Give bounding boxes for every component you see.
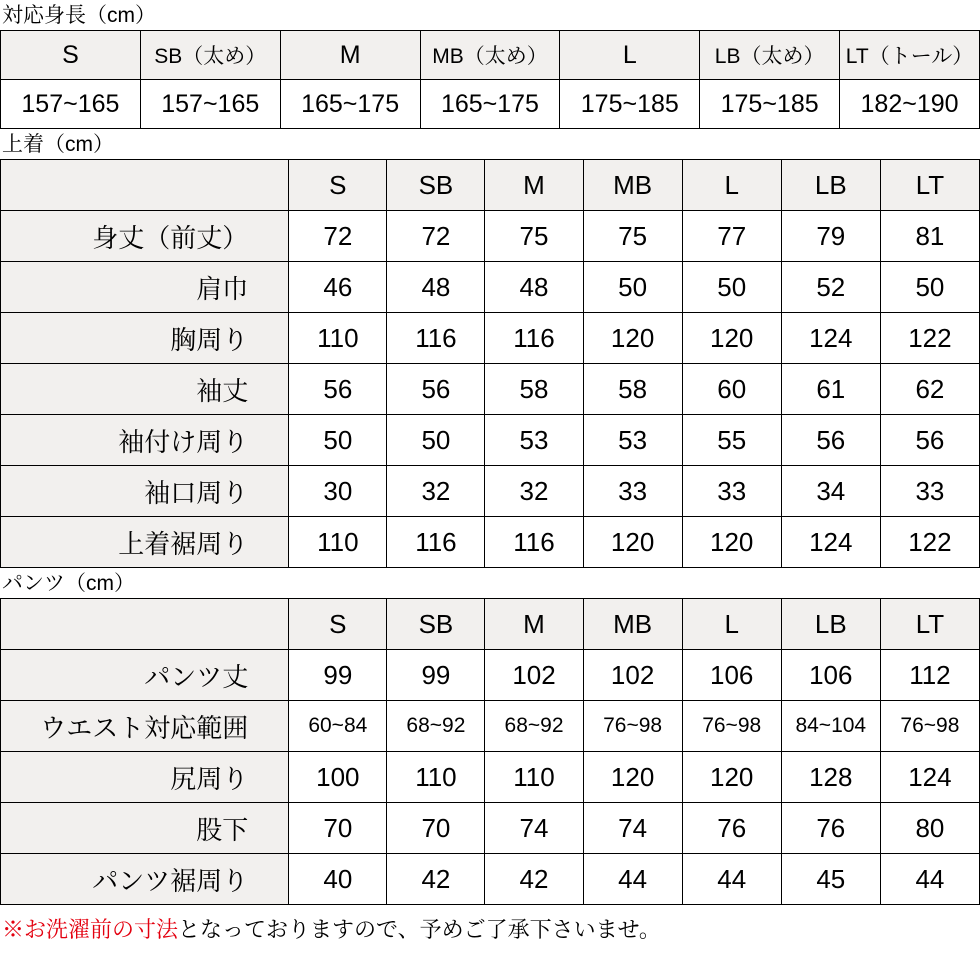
jacket-cell: 122 bbox=[880, 517, 979, 568]
jacket-cell: 61 bbox=[781, 364, 880, 415]
table-row-height-values bbox=[1, 80, 980, 129]
jacket-cell: 124 bbox=[781, 517, 880, 568]
pants-col-header: LT bbox=[880, 599, 979, 650]
pants-row-label: パンツ裾周り bbox=[1, 854, 289, 905]
jacket-corner-cell bbox=[1, 160, 289, 211]
jacket-cell: 56 bbox=[289, 364, 387, 415]
pants-cell: 100 bbox=[289, 752, 387, 803]
pants-cell: 102 bbox=[485, 650, 583, 701]
jacket-row-label: 袖丈 bbox=[1, 364, 289, 415]
height-range-value: 175~185 bbox=[700, 80, 840, 129]
jacket-cell: 33 bbox=[583, 466, 682, 517]
jacket-cell: 72 bbox=[289, 211, 387, 262]
pants-cell: 84~104 bbox=[781, 701, 880, 752]
pants-row-label: ウエスト対応範囲 bbox=[1, 701, 289, 752]
jacket-cell: 55 bbox=[682, 415, 781, 466]
jacket-cell: 52 bbox=[781, 262, 880, 313]
jacket-table bbox=[0, 159, 980, 568]
pants-corner-cell bbox=[1, 599, 289, 650]
table-row bbox=[1, 517, 980, 568]
jacket-row-label: 上着裾周り bbox=[1, 517, 289, 568]
footnote bbox=[0, 905, 980, 944]
jacket-cell: 122 bbox=[880, 313, 979, 364]
jacket-cell: 120 bbox=[583, 517, 682, 568]
pants-cell: 120 bbox=[682, 752, 781, 803]
height-table-caption: 対応身長（cm） bbox=[2, 4, 156, 27]
pants-cell: 106 bbox=[781, 650, 880, 701]
pants-table bbox=[0, 598, 980, 905]
pants-cell: 112 bbox=[880, 650, 979, 701]
jacket-cell: 120 bbox=[682, 517, 781, 568]
jacket-cell: 120 bbox=[583, 313, 682, 364]
jacket-cell: 77 bbox=[682, 211, 781, 262]
height-size-header: SB（太め） bbox=[140, 31, 280, 80]
jacket-cell: 50 bbox=[289, 415, 387, 466]
pants-cell: 120 bbox=[583, 752, 682, 803]
jacket-cell: 72 bbox=[387, 211, 485, 262]
pants-col-header: M bbox=[485, 599, 583, 650]
jacket-cell: 110 bbox=[289, 313, 387, 364]
jacket-cell: 81 bbox=[880, 211, 979, 262]
pants-cell: 44 bbox=[583, 854, 682, 905]
height-size-header: MB（太め） bbox=[420, 31, 560, 80]
height-size-header: M bbox=[280, 31, 420, 80]
jacket-cell: 60 bbox=[682, 364, 781, 415]
pants-cell: 68~92 bbox=[485, 701, 583, 752]
pants-cell: 45 bbox=[781, 854, 880, 905]
pants-table-caption: パンツ（cm） bbox=[2, 572, 135, 595]
jacket-cell: 50 bbox=[682, 262, 781, 313]
height-size-header: LB（太め） bbox=[700, 31, 840, 80]
jacket-col-header: L bbox=[682, 160, 781, 211]
height-table bbox=[0, 30, 980, 129]
table-row bbox=[1, 803, 980, 854]
table-row bbox=[1, 701, 980, 752]
pants-col-header: S bbox=[289, 599, 387, 650]
jacket-cell: 110 bbox=[289, 517, 387, 568]
jacket-cell: 32 bbox=[485, 466, 583, 517]
pants-cell: 76~98 bbox=[583, 701, 682, 752]
jacket-cell: 33 bbox=[880, 466, 979, 517]
jacket-cell: 50 bbox=[880, 262, 979, 313]
height-size-header: S bbox=[1, 31, 141, 80]
pants-cell: 42 bbox=[485, 854, 583, 905]
table-row bbox=[1, 650, 980, 701]
pants-cell: 74 bbox=[583, 803, 682, 854]
pants-cell: 110 bbox=[485, 752, 583, 803]
jacket-cell: 75 bbox=[485, 211, 583, 262]
pants-cell: 74 bbox=[485, 803, 583, 854]
jacket-cell: 124 bbox=[781, 313, 880, 364]
jacket-table-caption: 上着（cm） bbox=[2, 133, 114, 156]
height-range-value: 165~175 bbox=[280, 80, 420, 129]
height-size-header: L bbox=[560, 31, 700, 80]
table-row-height-headers bbox=[1, 31, 980, 80]
jacket-cell: 30 bbox=[289, 466, 387, 517]
table-row bbox=[1, 466, 980, 517]
jacket-col-header: LB bbox=[781, 160, 880, 211]
jacket-cell: 53 bbox=[485, 415, 583, 466]
table-row bbox=[1, 313, 980, 364]
jacket-col-header: M bbox=[485, 160, 583, 211]
jacket-cell: 120 bbox=[682, 313, 781, 364]
table-row bbox=[1, 415, 980, 466]
jacket-row-label: 袖口周り bbox=[1, 466, 289, 517]
jacket-cell: 56 bbox=[387, 364, 485, 415]
height-range-value: 157~165 bbox=[140, 80, 280, 129]
pants-cell: 42 bbox=[387, 854, 485, 905]
height-range-value: 157~165 bbox=[1, 80, 141, 129]
jacket-cell: 56 bbox=[880, 415, 979, 466]
jacket-row-label: 袖付け周り bbox=[1, 415, 289, 466]
pants-cell: 124 bbox=[880, 752, 979, 803]
jacket-row-label: 肩巾 bbox=[1, 262, 289, 313]
pants-cell: 99 bbox=[387, 650, 485, 701]
jacket-cell: 46 bbox=[289, 262, 387, 313]
pants-cell: 44 bbox=[880, 854, 979, 905]
jacket-row-label: 身丈（前丈） bbox=[1, 211, 289, 262]
table-row bbox=[1, 752, 980, 803]
jacket-col-header: S bbox=[289, 160, 387, 211]
pants-cell: 68~92 bbox=[387, 701, 485, 752]
pants-col-header: SB bbox=[387, 599, 485, 650]
pants-cell: 99 bbox=[289, 650, 387, 701]
jacket-col-header: MB bbox=[583, 160, 682, 211]
jacket-cell: 79 bbox=[781, 211, 880, 262]
pants-cell: 76~98 bbox=[880, 701, 979, 752]
jacket-cell: 116 bbox=[485, 517, 583, 568]
table-row bbox=[1, 211, 980, 262]
pants-cell: 76~98 bbox=[682, 701, 781, 752]
jacket-cell: 50 bbox=[387, 415, 485, 466]
jacket-cell: 58 bbox=[485, 364, 583, 415]
jacket-col-header: SB bbox=[387, 160, 485, 211]
pants-cell: 128 bbox=[781, 752, 880, 803]
table-row-pants-headers bbox=[1, 599, 980, 650]
pants-col-header: LB bbox=[781, 599, 880, 650]
jacket-cell: 75 bbox=[583, 211, 682, 262]
pants-row-label: 尻周り bbox=[1, 752, 289, 803]
jacket-cell: 116 bbox=[387, 517, 485, 568]
height-range-value: 175~185 bbox=[560, 80, 700, 129]
jacket-cell: 62 bbox=[880, 364, 979, 415]
pants-cell: 60~84 bbox=[289, 701, 387, 752]
height-size-header: LT（トール） bbox=[840, 31, 980, 80]
jacket-cell: 53 bbox=[583, 415, 682, 466]
jacket-cell: 33 bbox=[682, 466, 781, 517]
pants-cell: 102 bbox=[583, 650, 682, 701]
pants-cell: 76 bbox=[682, 803, 781, 854]
table-row bbox=[1, 364, 980, 415]
height-range-value: 182~190 bbox=[840, 80, 980, 129]
footnote-highlight: ※お洗濯前の寸法 bbox=[2, 917, 179, 942]
pants-cell: 110 bbox=[387, 752, 485, 803]
pants-cell: 76 bbox=[781, 803, 880, 854]
pants-cell: 40 bbox=[289, 854, 387, 905]
jacket-cell: 56 bbox=[781, 415, 880, 466]
jacket-cell: 116 bbox=[387, 313, 485, 364]
height-range-value: 165~175 bbox=[420, 80, 560, 129]
pants-cell: 106 bbox=[682, 650, 781, 701]
jacket-row-label: 胸周り bbox=[1, 313, 289, 364]
pants-cell: 70 bbox=[387, 803, 485, 854]
pants-cell: 44 bbox=[682, 854, 781, 905]
jacket-cell: 58 bbox=[583, 364, 682, 415]
pants-col-header: L bbox=[682, 599, 781, 650]
jacket-cell: 48 bbox=[387, 262, 485, 313]
jacket-col-header: LT bbox=[880, 160, 979, 211]
pants-cell: 70 bbox=[289, 803, 387, 854]
footnote-rest: となっておりますので、予めご了承下さいませ。 bbox=[178, 917, 661, 942]
table-row bbox=[1, 854, 980, 905]
table-row bbox=[1, 262, 980, 313]
jacket-cell: 32 bbox=[387, 466, 485, 517]
jacket-cell: 48 bbox=[485, 262, 583, 313]
jacket-cell: 34 bbox=[781, 466, 880, 517]
pants-col-header: MB bbox=[583, 599, 682, 650]
pants-row-label: 股下 bbox=[1, 803, 289, 854]
pants-cell: 80 bbox=[880, 803, 979, 854]
pants-row-label: パンツ丈 bbox=[1, 650, 289, 701]
jacket-cell: 116 bbox=[485, 313, 583, 364]
table-row-jacket-headers bbox=[1, 160, 980, 211]
jacket-cell: 50 bbox=[583, 262, 682, 313]
